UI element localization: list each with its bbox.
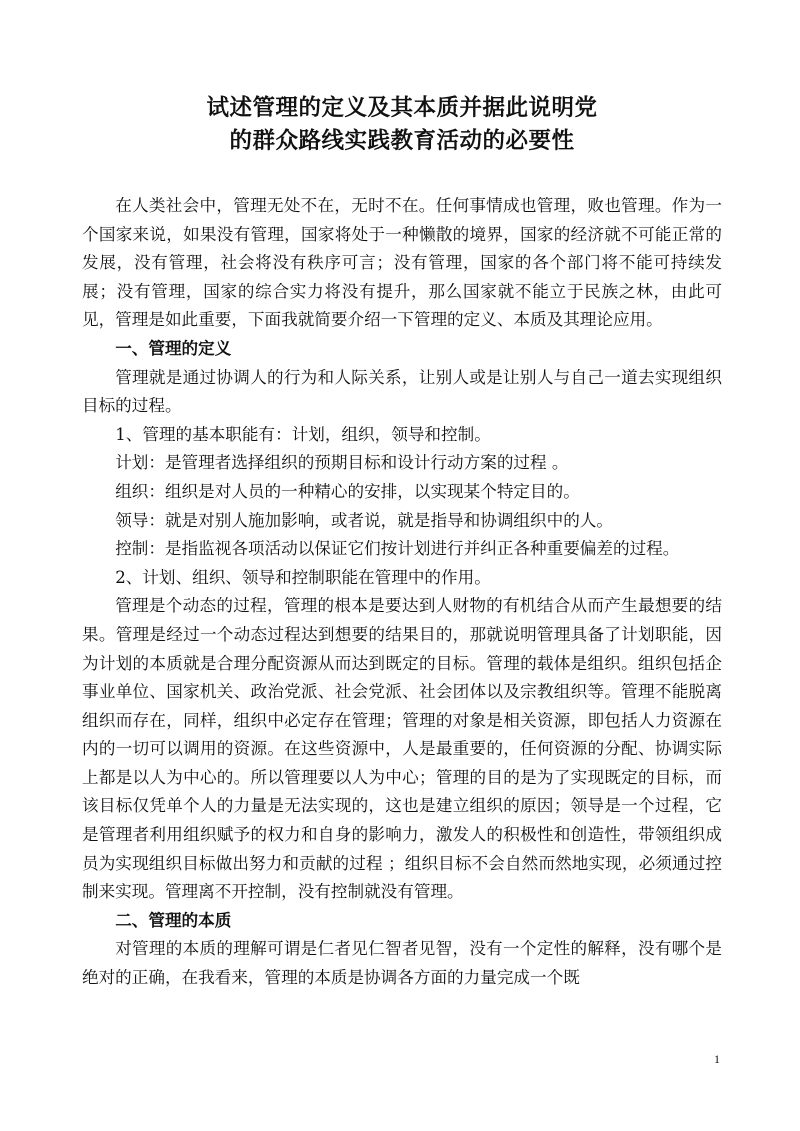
controlling-paragraph: 控制：是指监视各项活动以保证它们按计划进行并纠正各种重要偏差的过程。	[115, 539, 680, 559]
page-number: 1	[714, 1052, 720, 1066]
leading-paragraph: 领导：就是对别人施加影响，或者说，就是指导和协调组织中的人。	[115, 510, 613, 530]
definition-paragraph: 管理就是通过协调人的行为和人际关系，让别人或是让别人与自己一道去实现组织目标的过程。	[82, 367, 722, 416]
functions-paragraph: 1、管理的基本职能有：计划，组织，领导和控制。	[115, 424, 491, 444]
planning-paragraph: 计划：是管理者选择组织的预期目标和设计行动方案的过程 。	[115, 453, 569, 473]
roles-paragraph: 管理是个动态的过程，管理的根本是要达到人财物的有机结合从而产生最想要的结果。管理是经过一个动态过程达到想要的结果目的，那就说明管理具备了计划职能，因为计划的本质就是合理分配资源从而达到既定的目标。管理的载体是组织。组织包括企事业单位、国家机关、政治党派、社会党派、社会团体以及宗教组织等。管理不能脱离组织而存在，同样，组织中必定存在管理；管理的对象是相关资源，即包括人力资源在内的一切可以调用的资源。在这些资源中，人是最重要的，任何资源的分配、协调实际上都是以人为中心的。所以管理要以人为中心；管理的目的是为了实现既定的目标，而该目标仅凭单个人的力量是无法实现的，这也是建立组织的原因；领导是一个过程，它是管理者利用组织赋予的权力和自身的影响力，激发人的积极性和创造性，带领组织成员为实现组织目标做出努力和贡献的过程 ；组织目标不会自然而然地实现，必须通过控制来实现。管理离不开控制，没有控制就没有管理。	[82, 596, 722, 902]
roles-heading-paragraph: 2、计划、组织、领导和控制职能在管理中的作用。	[115, 567, 491, 587]
intro-paragraph: 在人类社会中，管理无处不在，无时不在。任何事情成也管理，败也管理。作为一个国家来说，如果没有管理，国家将处于一种懒散的境界，国家的经济就不可能正常的发展，没有管理，社会将没有秩序可言；没有管理，国家的各个部门将不能可持续发展；没有管理，国家的综合实力将没有提升，那么国家就不能立于民族之林，由此可见，管理是如此重要，下面我就简要介绍一下管理的定义、本质及其理论应用。	[82, 196, 722, 330]
section-heading-essence: 二、管理的本质	[115, 910, 232, 930]
section-heading-definition: 一、管理的定义	[115, 338, 232, 358]
document-body	[82, 192, 722, 993]
essence-paragraph: 对管理的本质的理解可谓是仁者见仁智者见智，没有一个定性的解释，没有哪个是绝对的正确，在我看来，管理的本质是协调各方面的力量完成一个既	[82, 939, 722, 988]
title-line-1: 试述管理的定义及其本质并据此说明党	[206, 95, 598, 121]
organizing-paragraph: 组织：组织是对人员的一种精心的安排，以实现某个特定目的。	[115, 481, 580, 501]
document-title	[82, 92, 722, 158]
title-line-2: 的群众路线实践教育活动的必要性	[229, 128, 575, 154]
document-page	[82, 92, 722, 993]
